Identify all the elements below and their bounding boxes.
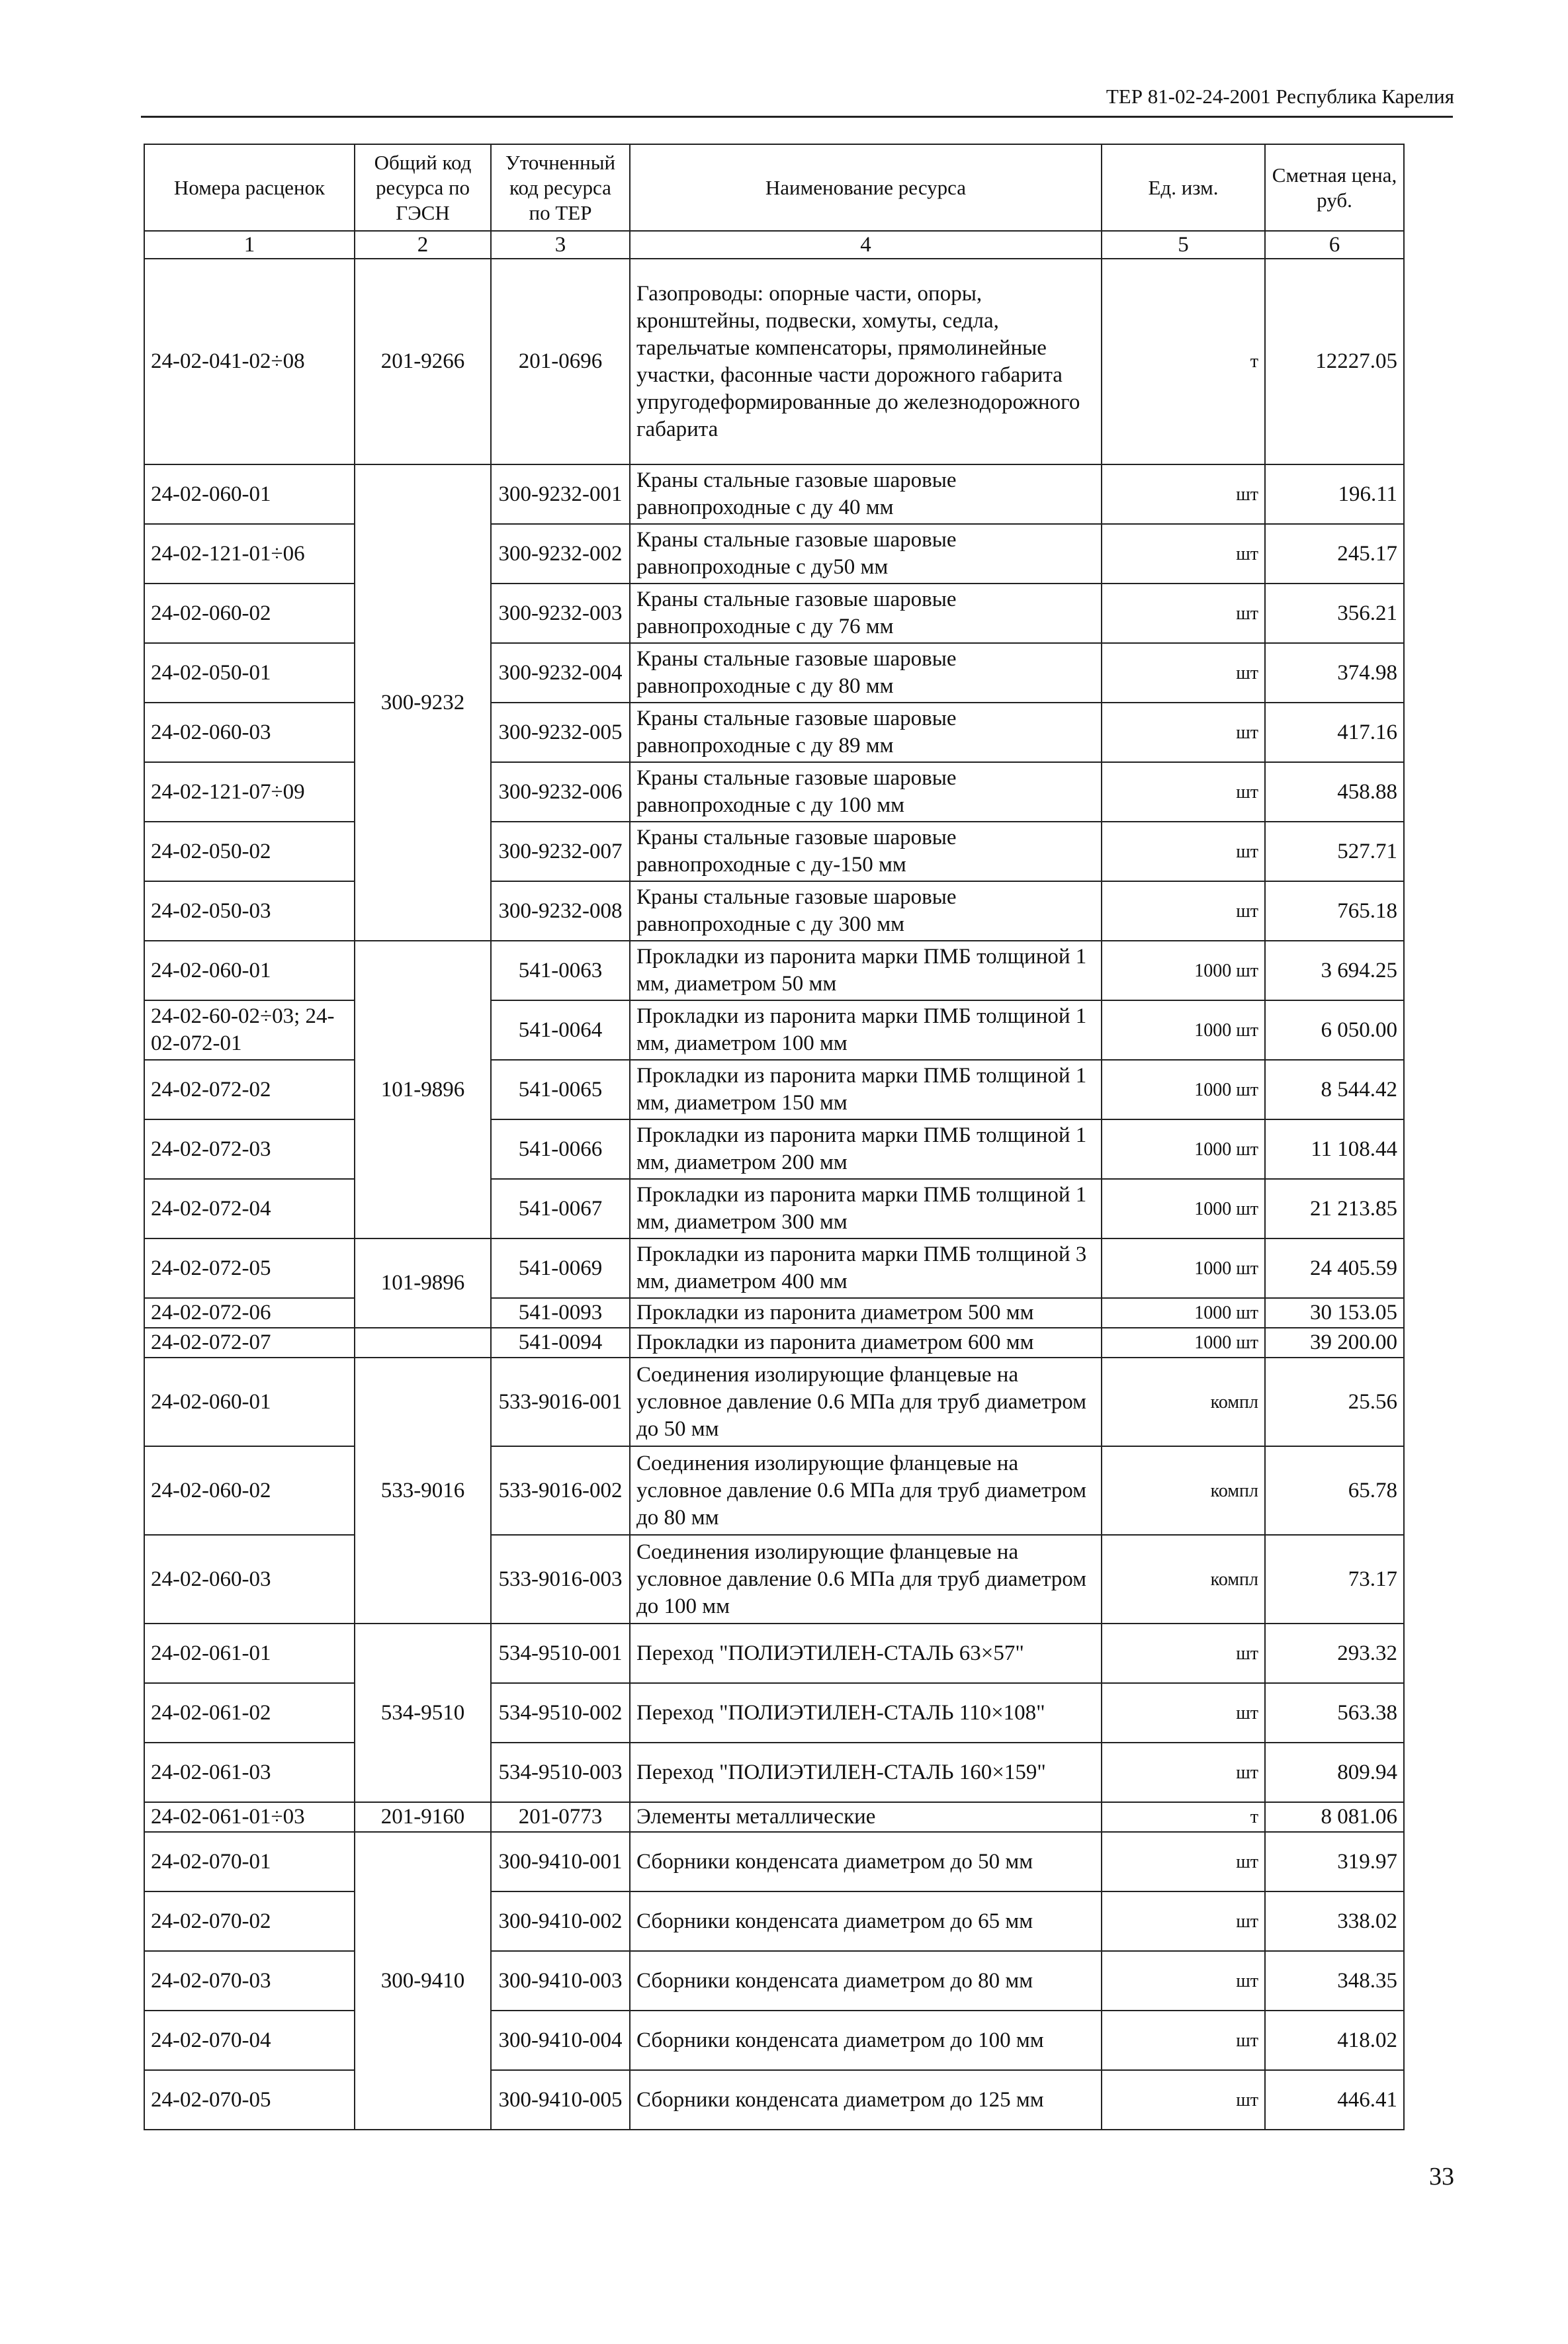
gesn-code-cell: 300-9232 xyxy=(355,464,491,941)
resource-name-cell: Прокладки из паронита марки ПМБ толщиной 1 мм, диаметром 300 мм xyxy=(630,1179,1102,1238)
ter-code-cell: 541-0067 xyxy=(491,1179,630,1238)
unit-cell: шт xyxy=(1102,524,1265,584)
table-row xyxy=(144,1535,1404,1624)
unit-cell: 1000 шт xyxy=(1102,941,1265,1000)
resource-name-cell: Переход "ПОЛИЭТИЛЕН-СТАЛЬ 160×159" xyxy=(630,1743,1102,1802)
rate-number-cell: 24-02-050-02 xyxy=(144,822,355,881)
unit-cell: шт xyxy=(1102,1624,1265,1683)
price-cell: 8 544.42 xyxy=(1265,1060,1404,1119)
column-header-ter-code: Уточненный код ресурса по ТЕР xyxy=(491,144,630,231)
column-header-rate-numbers: Номера расценок xyxy=(144,144,355,231)
ter-code-cell: 300-9232-003 xyxy=(491,584,630,643)
ter-code-cell: 541-0063 xyxy=(491,941,630,1000)
table-row xyxy=(144,2070,1404,2130)
rate-number-cell: 24-02-60-02÷03; 24-02-072-01 xyxy=(144,1000,355,1060)
unit-cell: т xyxy=(1102,259,1265,464)
ter-code-cell: 300-9410-005 xyxy=(491,2070,630,2130)
unit-cell: т xyxy=(1102,1802,1265,1832)
resource-name-cell: Прокладки из паронита диаметром 500 мм xyxy=(630,1298,1102,1328)
rate-number-cell: 24-02-061-01÷03 xyxy=(144,1802,355,1832)
unit-cell: шт xyxy=(1102,643,1265,703)
price-cell: 73.17 xyxy=(1265,1535,1404,1624)
unit-cell: шт xyxy=(1102,762,1265,822)
ter-code-cell: 534-9510-003 xyxy=(491,1743,630,1802)
table-row xyxy=(144,1238,1404,1298)
document-header-title: ТЕР 81-02-24-2001 Республика Карелия xyxy=(1106,85,1454,108)
resource-name-cell: Соединения изолирующие фланцевые на условное давление 0.6 МПа для труб диаметром до 80 мм xyxy=(630,1446,1102,1535)
resource-name-cell: Краны стальные газовые шаровые равнопроходные с ду50 мм xyxy=(630,524,1102,584)
unit-cell: шт xyxy=(1102,1891,1265,1951)
resource-name-cell: Газопроводы: опорные части, опоры, кронштейны, подвески, хомуты, седла, тарельчатые компенсаторы, прямолинейные участки, фасонные части дорожного габарита упругодеформированные до железнодорожного габарита xyxy=(630,259,1102,464)
gesn-code-cell: 201-9160 xyxy=(355,1802,491,1832)
price-cell: 809.94 xyxy=(1265,1743,1404,1802)
resource-name-cell: Сборники конденсата диаметром до 125 мм xyxy=(630,2070,1102,2130)
rate-number-cell: 24-02-072-05 xyxy=(144,1238,355,1298)
resource-name-cell: Соединения изолирующие фланцевые на условное давление 0.6 МПа для труб диаметром до 100 мм xyxy=(630,1535,1102,1624)
rate-number-cell: 24-02-060-02 xyxy=(144,584,355,643)
unit-cell: шт xyxy=(1102,464,1265,524)
table-row xyxy=(144,1328,1404,1358)
resource-name-cell: Элементы металлические xyxy=(630,1802,1102,1832)
ter-code-cell: 300-9232-008 xyxy=(491,881,630,941)
unit-cell: компл xyxy=(1102,1535,1265,1624)
resource-name-cell: Прокладки из паронита марки ПМБ толщиной 1 мм, диаметром 100 мм xyxy=(630,1000,1102,1060)
ter-code-cell: 533-9016-002 xyxy=(491,1446,630,1535)
resource-name-cell: Краны стальные газовые шаровые равнопроходные с ду 89 мм xyxy=(630,703,1102,762)
table-row xyxy=(144,1802,1404,1832)
unit-cell: 1000 шт xyxy=(1102,1060,1265,1119)
rate-number-cell: 24-02-072-04 xyxy=(144,1179,355,1238)
unit-cell: 1000 шт xyxy=(1102,1179,1265,1238)
price-cell: 319.97 xyxy=(1265,1832,1404,1891)
price-cell: 563.38 xyxy=(1265,1683,1404,1743)
table-row xyxy=(144,1119,1404,1179)
rate-number-cell: 24-02-070-05 xyxy=(144,2070,355,2130)
resource-name-cell: Краны стальные газовые шаровые равнопроходные с ду 40 мм xyxy=(630,464,1102,524)
resource-name-cell: Переход "ПОЛИЭТИЛЕН-СТАЛЬ 110×108" xyxy=(630,1683,1102,1743)
price-cell: 338.02 xyxy=(1265,1891,1404,1951)
gesn-code-cell: 201-9266 xyxy=(355,259,491,464)
resource-name-cell: Сборники конденсата диаметром до 50 мм xyxy=(630,1832,1102,1891)
unit-cell: шт xyxy=(1102,1832,1265,1891)
unit-cell: компл xyxy=(1102,1358,1265,1446)
unit-cell: 1000 шт xyxy=(1102,1238,1265,1298)
ter-code-cell: 300-9410-001 xyxy=(491,1832,630,1891)
price-cell: 417.16 xyxy=(1265,703,1404,762)
ter-code-cell: 201-0696 xyxy=(491,259,630,464)
rate-number-cell: 24-02-060-02 xyxy=(144,1446,355,1535)
price-cell: 24 405.59 xyxy=(1265,1238,1404,1298)
unit-cell: шт xyxy=(1102,1951,1265,2011)
resource-name-cell: Краны стальные газовые шаровые равнопроходные с ду 300 мм xyxy=(630,881,1102,941)
ter-code-cell: 300-9410-002 xyxy=(491,1891,630,1951)
rate-number-cell: 24-02-072-06 xyxy=(144,1298,355,1328)
ter-code-cell: 541-0093 xyxy=(491,1298,630,1328)
unit-cell: шт xyxy=(1102,1743,1265,1802)
table-row xyxy=(144,464,1404,524)
table-row xyxy=(144,1891,1404,1951)
table-row xyxy=(144,822,1404,881)
column-header-gesn-code: Общий код ресурса по ГЭСН xyxy=(355,144,491,231)
table-row xyxy=(144,584,1404,643)
rate-number-cell: 24-02-072-02 xyxy=(144,1060,355,1119)
unit-cell: 1000 шт xyxy=(1102,1298,1265,1328)
table-row xyxy=(144,1624,1404,1683)
price-cell: 30 153.05 xyxy=(1265,1298,1404,1328)
ter-code-cell: 533-9016-003 xyxy=(491,1535,630,1624)
ter-code-cell: 541-0094 xyxy=(491,1328,630,1358)
price-cell: 348.35 xyxy=(1265,1951,1404,2011)
rate-number-cell: 24-02-121-07÷09 xyxy=(144,762,355,822)
rate-number-cell: 24-02-072-07 xyxy=(144,1328,355,1358)
ter-code-cell: 300-9410-003 xyxy=(491,1951,630,2011)
table-row xyxy=(144,524,1404,584)
table-row xyxy=(144,941,1404,1000)
resource-name-cell: Прокладки из паронита диаметром 600 мм xyxy=(630,1328,1102,1358)
unit-cell: шт xyxy=(1102,881,1265,941)
resource-name-cell: Краны стальные газовые шаровые равнопроходные с ду 76 мм xyxy=(630,584,1102,643)
price-cell: 11 108.44 xyxy=(1265,1119,1404,1179)
ter-code-cell: 300-9232-001 xyxy=(491,464,630,524)
gesn-code-cell: 300-9410 xyxy=(355,1832,491,2130)
ter-code-cell: 534-9510-001 xyxy=(491,1624,630,1683)
table-row xyxy=(144,703,1404,762)
resource-name-cell: Краны стальные газовые шаровые равнопроходные с ду 80 мм xyxy=(630,643,1102,703)
gesn-code-cell xyxy=(355,1328,491,1358)
ter-code-cell: 533-9016-001 xyxy=(491,1358,630,1446)
table-row xyxy=(144,2011,1404,2070)
price-cell: 418.02 xyxy=(1265,2011,1404,2070)
resource-name-cell: Сборники конденсата диаметром до 65 мм xyxy=(630,1891,1102,1951)
table-row xyxy=(144,1000,1404,1060)
resource-name-cell: Сборники конденсата диаметром до 80 мм xyxy=(630,1951,1102,2011)
header-rule xyxy=(141,116,1453,118)
column-header-unit: Ед. изм. xyxy=(1102,144,1265,231)
rate-number-cell: 24-02-070-03 xyxy=(144,1951,355,2011)
column-header-resource-name: Наименование ресурса xyxy=(630,144,1102,231)
unit-cell: шт xyxy=(1102,822,1265,881)
column-number: 4 xyxy=(630,231,1102,259)
rate-number-cell: 24-02-070-02 xyxy=(144,1891,355,1951)
table-row xyxy=(144,1298,1404,1328)
table-row xyxy=(144,1358,1404,1446)
rate-number-cell: 24-02-061-01 xyxy=(144,1624,355,1683)
rate-number-cell: 24-02-060-01 xyxy=(144,1358,355,1446)
unit-cell: компл xyxy=(1102,1446,1265,1535)
rate-number-cell: 24-02-060-03 xyxy=(144,703,355,762)
price-cell: 6 050.00 xyxy=(1265,1000,1404,1060)
rate-number-cell: 24-02-060-01 xyxy=(144,941,355,1000)
column-number: 6 xyxy=(1265,231,1404,259)
price-cell: 293.32 xyxy=(1265,1624,1404,1683)
price-cell: 39 200.00 xyxy=(1265,1328,1404,1358)
rate-number-cell: 24-02-072-03 xyxy=(144,1119,355,1179)
ter-code-cell: 534-9510-002 xyxy=(491,1683,630,1743)
resource-name-cell: Краны стальные газовые шаровые равнопроходные с ду-150 мм xyxy=(630,822,1102,881)
price-cell: 12227.05 xyxy=(1265,259,1404,464)
ter-code-cell: 541-0066 xyxy=(491,1119,630,1179)
rate-number-cell: 24-02-061-02 xyxy=(144,1683,355,1743)
unit-cell: шт xyxy=(1102,1683,1265,1743)
ter-code-cell: 201-0773 xyxy=(491,1802,630,1832)
price-cell: 458.88 xyxy=(1265,762,1404,822)
price-cell: 245.17 xyxy=(1265,524,1404,584)
unit-cell: шт xyxy=(1102,703,1265,762)
table-row xyxy=(144,1179,1404,1238)
ter-code-cell: 300-9232-004 xyxy=(491,643,630,703)
ter-code-cell: 300-9232-006 xyxy=(491,762,630,822)
ter-code-cell: 300-9232-007 xyxy=(491,822,630,881)
resource-name-cell: Прокладки из паронита марки ПМБ толщиной 3 мм, диаметром 400 мм xyxy=(630,1238,1102,1298)
column-number-row xyxy=(144,231,1404,259)
rate-number-cell: 24-02-070-04 xyxy=(144,2011,355,2070)
ter-code-cell: 300-9232-005 xyxy=(491,703,630,762)
table-row xyxy=(144,1060,1404,1119)
table-row xyxy=(144,1446,1404,1535)
ter-code-cell: 300-9410-004 xyxy=(491,2011,630,2070)
column-header-price: Сметная цена, руб. xyxy=(1265,144,1404,231)
resource-name-cell: Прокладки из паронита марки ПМБ толщиной 1 мм, диаметром 150 мм xyxy=(630,1060,1102,1119)
resource-name-cell: Переход "ПОЛИЭТИЛЕН-СТАЛЬ 63×57" xyxy=(630,1624,1102,1683)
ter-code-cell: 541-0065 xyxy=(491,1060,630,1119)
table-row xyxy=(144,881,1404,941)
column-number: 5 xyxy=(1102,231,1265,259)
price-cell: 765.18 xyxy=(1265,881,1404,941)
ter-code-cell: 541-0069 xyxy=(491,1238,630,1298)
resource-name-cell: Прокладки из паронита марки ПМБ толщиной 1 мм, диаметром 200 мм xyxy=(630,1119,1102,1179)
table-row xyxy=(144,1951,1404,2011)
table-row xyxy=(144,259,1404,464)
page-number: 33 xyxy=(1429,2163,1454,2191)
table-header-row xyxy=(144,144,1404,231)
gesn-code-cell: 101-9896 xyxy=(355,941,491,1238)
gesn-code-cell: 533-9016 xyxy=(355,1358,491,1624)
table-row xyxy=(144,1832,1404,1891)
gesn-code-cell: 534-9510 xyxy=(355,1624,491,1802)
table-row xyxy=(144,1683,1404,1743)
unit-cell: шт xyxy=(1102,2070,1265,2130)
table-row xyxy=(144,1743,1404,1802)
rate-number-cell: 24-02-050-01 xyxy=(144,643,355,703)
resource-name-cell: Прокладки из паронита марки ПМБ толщиной 1 мм, диаметром 50 мм xyxy=(630,941,1102,1000)
ter-code-cell: 300-9232-002 xyxy=(491,524,630,584)
rate-number-cell: 24-02-121-01÷06 xyxy=(144,524,355,584)
price-cell: 3 694.25 xyxy=(1265,941,1404,1000)
resource-name-cell: Сборники конденсата диаметром до 100 мм xyxy=(630,2011,1102,2070)
price-cell: 196.11 xyxy=(1265,464,1404,524)
unit-cell: 1000 шт xyxy=(1102,1328,1265,1358)
rate-number-cell: 24-02-050-03 xyxy=(144,881,355,941)
unit-cell: 1000 шт xyxy=(1102,1119,1265,1179)
rate-number-cell: 24-02-060-03 xyxy=(144,1535,355,1624)
unit-cell: шт xyxy=(1102,2011,1265,2070)
table-row xyxy=(144,762,1404,822)
price-cell: 527.71 xyxy=(1265,822,1404,881)
table-body xyxy=(144,259,1404,2130)
resource-name-cell: Соединения изолирующие фланцевые на условное давление 0.6 МПа для труб диаметром до 50 мм xyxy=(630,1358,1102,1446)
price-cell: 25.56 xyxy=(1265,1358,1404,1446)
price-cell: 65.78 xyxy=(1265,1446,1404,1535)
resource-price-table xyxy=(144,144,1405,2130)
table-row xyxy=(144,643,1404,703)
rate-number-cell: 24-02-041-02÷08 xyxy=(144,259,355,464)
price-cell: 8 081.06 xyxy=(1265,1802,1404,1832)
column-number: 1 xyxy=(144,231,355,259)
rate-number-cell: 24-02-061-03 xyxy=(144,1743,355,1802)
price-cell: 21 213.85 xyxy=(1265,1179,1404,1238)
price-cell: 446.41 xyxy=(1265,2070,1404,2130)
price-cell: 356.21 xyxy=(1265,584,1404,643)
resource-name-cell: Краны стальные газовые шаровые равнопроходные с ду 100 мм xyxy=(630,762,1102,822)
column-number: 2 xyxy=(355,231,491,259)
rate-number-cell: 24-02-070-01 xyxy=(144,1832,355,1891)
unit-cell: шт xyxy=(1102,584,1265,643)
unit-cell: 1000 шт xyxy=(1102,1000,1265,1060)
gesn-code-cell: 101-9896 xyxy=(355,1238,491,1328)
ter-code-cell: 541-0064 xyxy=(491,1000,630,1060)
rate-number-cell: 24-02-060-01 xyxy=(144,464,355,524)
price-cell: 374.98 xyxy=(1265,643,1404,703)
column-number: 3 xyxy=(491,231,630,259)
